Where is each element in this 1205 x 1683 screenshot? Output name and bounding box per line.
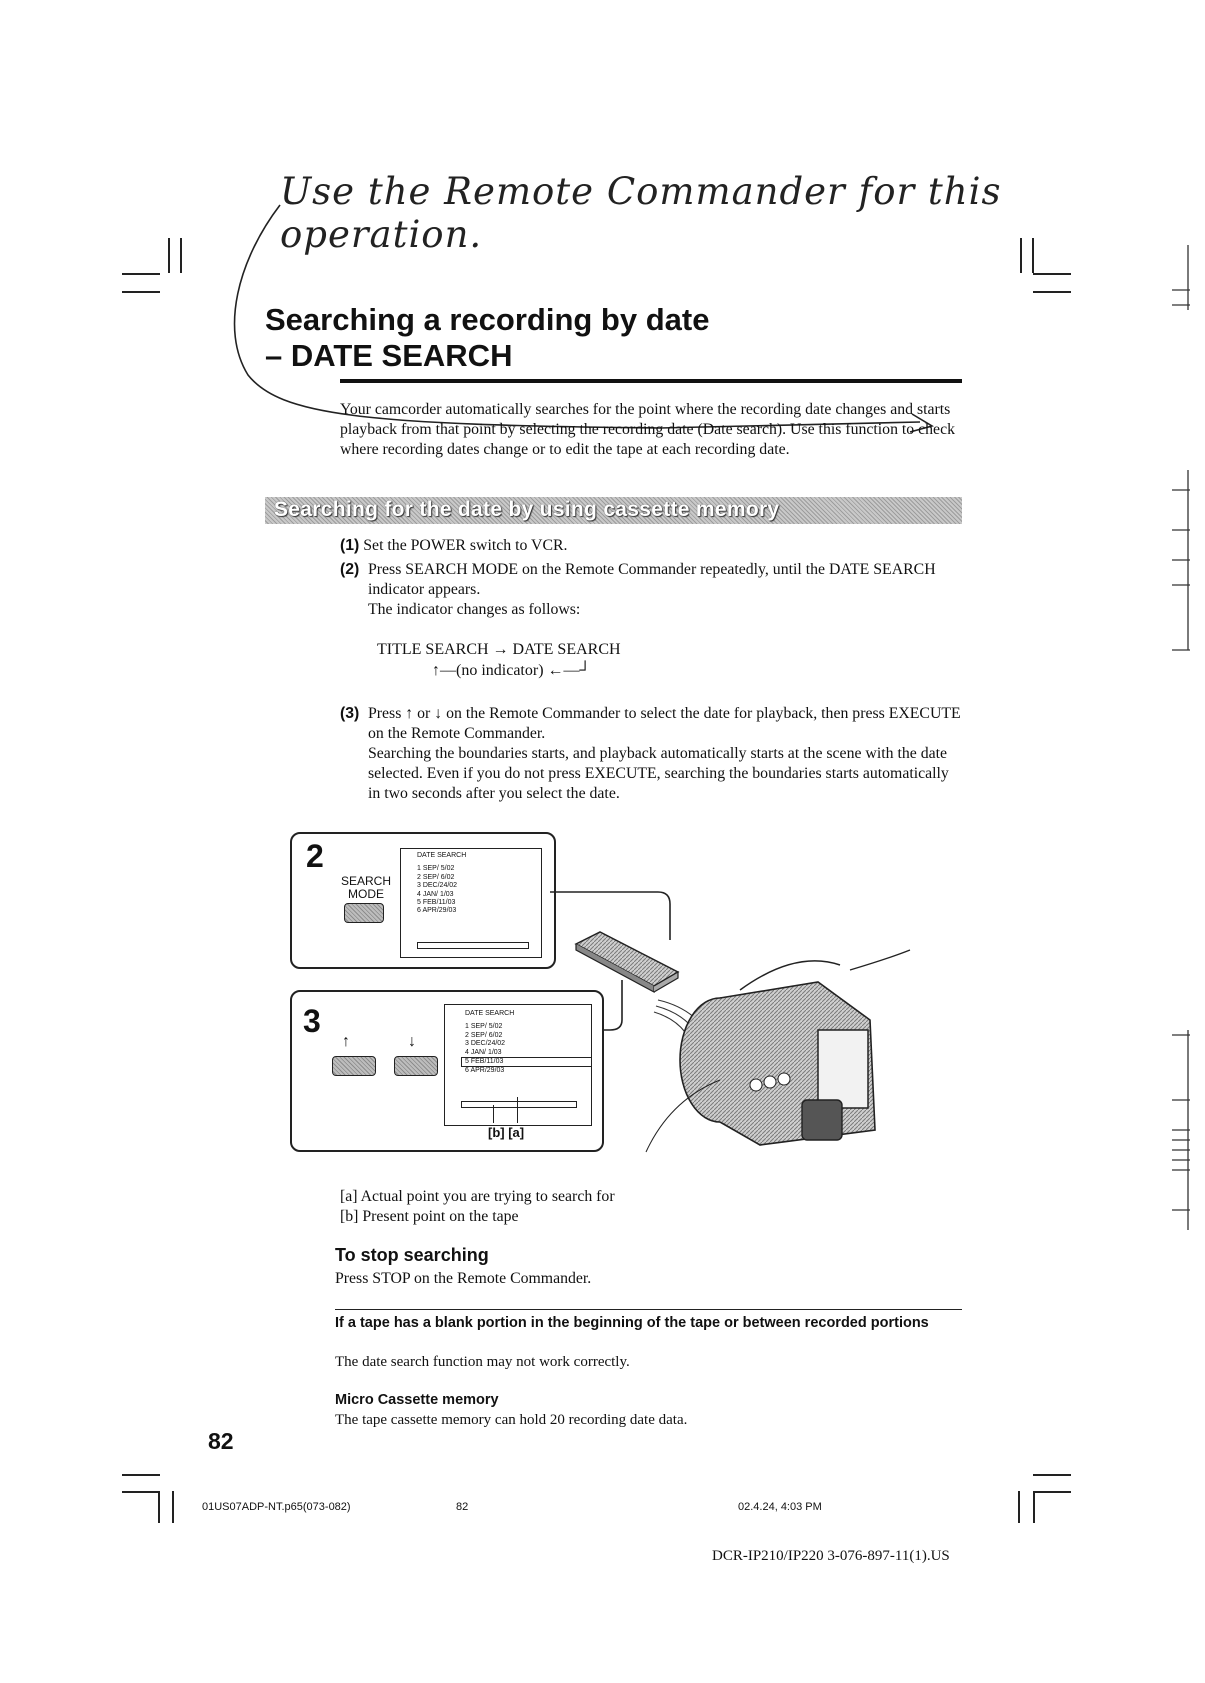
- page-number: 82: [208, 1428, 234, 1454]
- crop-mark: [122, 1491, 160, 1493]
- lcd-title: DATE SEARCH: [465, 1010, 515, 1017]
- step-number: (3): [340, 705, 360, 722]
- indicator-sequence: TITLE SEARCH → DATE SEARCH: [377, 641, 621, 658]
- step-text: Set the POWER switch to VCR.: [363, 537, 568, 554]
- lcd-date-row: 2 SEP/ 6/02: [417, 873, 455, 881]
- lcd-date-row: 1 SEP/ 5/02: [417, 865, 455, 873]
- handwritten-note: Use the Remote Commander for this operation.: [280, 170, 1002, 256]
- up-button[interactable]: [332, 1056, 376, 1076]
- diagram-step2-number: 2: [306, 838, 324, 874]
- step-text: Press ↑ or ↓ on the Remote Commander to select the date for playback, then press EXECUTE on the Remote Commander.: [368, 705, 961, 742]
- step-number: (1): [340, 537, 360, 554]
- legend-b: [b] Present point on the tape: [340, 1208, 519, 1225]
- crop-mark: [1033, 291, 1071, 293]
- step-subtext: The indicator changes as follows:: [368, 601, 581, 618]
- search-mode-label: SEARCH MODE: [340, 874, 391, 901]
- marker-a: [517, 1097, 518, 1123]
- footer-page: 82: [456, 1501, 469, 1513]
- step-text: Press SEARCH MODE on the Remote Commander repeatedly, until the DATE SEARCH indicator appears.: [368, 561, 936, 598]
- lcd-date-row: 6 APR/29/03: [417, 907, 457, 915]
- footer-file: 01US07ADP-NT.p65(073-082): [202, 1501, 351, 1513]
- step-subtext: Searching the boundaries starts, and playback automatically starts at the scene with the date selected. Even if you do not press EXECUTE, searching the boundaries starts automatically in two seconds after you select the date.: [368, 745, 949, 802]
- lcd-date-row: 6 APR/29/03: [465, 1067, 505, 1075]
- lcd-date-row: 3 DEC/24/02: [465, 1040, 506, 1048]
- crop-mark: [168, 238, 170, 273]
- footer-model: DCR-IP210/IP220 3-076-897-11(1).US: [712, 1548, 950, 1564]
- micro-cassette-heading: Micro Cassette memory: [335, 1392, 499, 1408]
- lcd-tape-bar: [417, 942, 529, 949]
- intro-paragraph: Your camcorder automatically searches for the point where the recording date changes and starts playback from that point by selecting the recording date (Date search). Use this function to check where recording dates change or to edit the tape at each recording date.: [340, 401, 955, 458]
- lcd-title: DATE SEARCH: [417, 852, 467, 859]
- crop-mark: [1033, 273, 1071, 275]
- lcd-date-row: 3 DEC/24/02: [417, 882, 458, 890]
- camcorder-icon: [646, 950, 910, 1152]
- crop-mark: [122, 1474, 160, 1476]
- lcd-date-row: 4 JAN/ 1/03: [465, 1048, 502, 1056]
- title-rule: [340, 379, 962, 383]
- crop-mark: [1018, 1491, 1020, 1523]
- blank-portion-heading: If a tape has a blank portion in the beginning of the tape or between recorded portions: [335, 1315, 929, 1331]
- lcd-tape-bar: [461, 1101, 577, 1108]
- crop-mark: [172, 1491, 174, 1523]
- marker-labels: [b] [a]: [488, 1125, 525, 1140]
- crop-mark: [158, 1491, 160, 1523]
- note-rule: [335, 1309, 962, 1310]
- down-button[interactable]: [394, 1056, 438, 1076]
- lcd-date-row: 4 JAN/ 1/03: [417, 890, 454, 898]
- lcd-date-row: 2 SEP/ 6/02: [465, 1031, 503, 1039]
- step-1: [340, 536, 965, 556]
- diagram-step3-number: 3: [303, 1003, 321, 1039]
- registration-ticks: [1170, 230, 1200, 1250]
- footer-datetime: 02.4.24, 4:03 PM: [738, 1501, 822, 1513]
- lcd-date-row: 1 SEP/ 5/02: [465, 1023, 503, 1031]
- down-arrow-label: ↓: [408, 1033, 416, 1050]
- page-subtitle: – DATE SEARCH: [265, 338, 513, 373]
- up-arrow-label: ↑: [342, 1033, 350, 1050]
- crop-mark: [1033, 1491, 1035, 1523]
- lcd-date-row: 5 FEB/11/03: [417, 899, 456, 907]
- micro-cassette-text: The tape cassette memory can hold 20 recording date data.: [335, 1412, 688, 1428]
- step-number: (2): [340, 561, 360, 578]
- step-3: [340, 704, 965, 804]
- page-title: Searching a recording by date: [265, 302, 710, 337]
- marker-b: [493, 1105, 494, 1123]
- lcd-screen-step2: [400, 848, 542, 958]
- lcd-date-row-selected: 5 FEB/11/03: [461, 1057, 592, 1067]
- indicator-sequence-return: ↑—(no indicator) ←—┘: [432, 662, 591, 679]
- search-mode-button[interactable]: [344, 903, 384, 923]
- camcorder-illustration: [570, 930, 950, 1160]
- step-2: [340, 560, 965, 620]
- legend: [340, 1187, 615, 1227]
- blank-portion-text: The date search function may not work correctly.: [335, 1354, 630, 1370]
- crop-mark: [122, 291, 160, 293]
- legend-a: [a] Actual point you are trying to search for: [340, 1188, 615, 1205]
- crop-mark: [180, 238, 182, 273]
- stop-text: Press STOP on the Remote Commander.: [335, 1270, 592, 1287]
- stop-heading: To stop searching: [335, 1245, 489, 1265]
- remote-commander-icon: [576, 932, 678, 992]
- section-title: Searching for the date by using cassette memory: [274, 498, 780, 521]
- crop-mark: [1033, 1491, 1071, 1493]
- crop-mark: [122, 273, 160, 275]
- crop-mark: [1033, 1474, 1071, 1476]
